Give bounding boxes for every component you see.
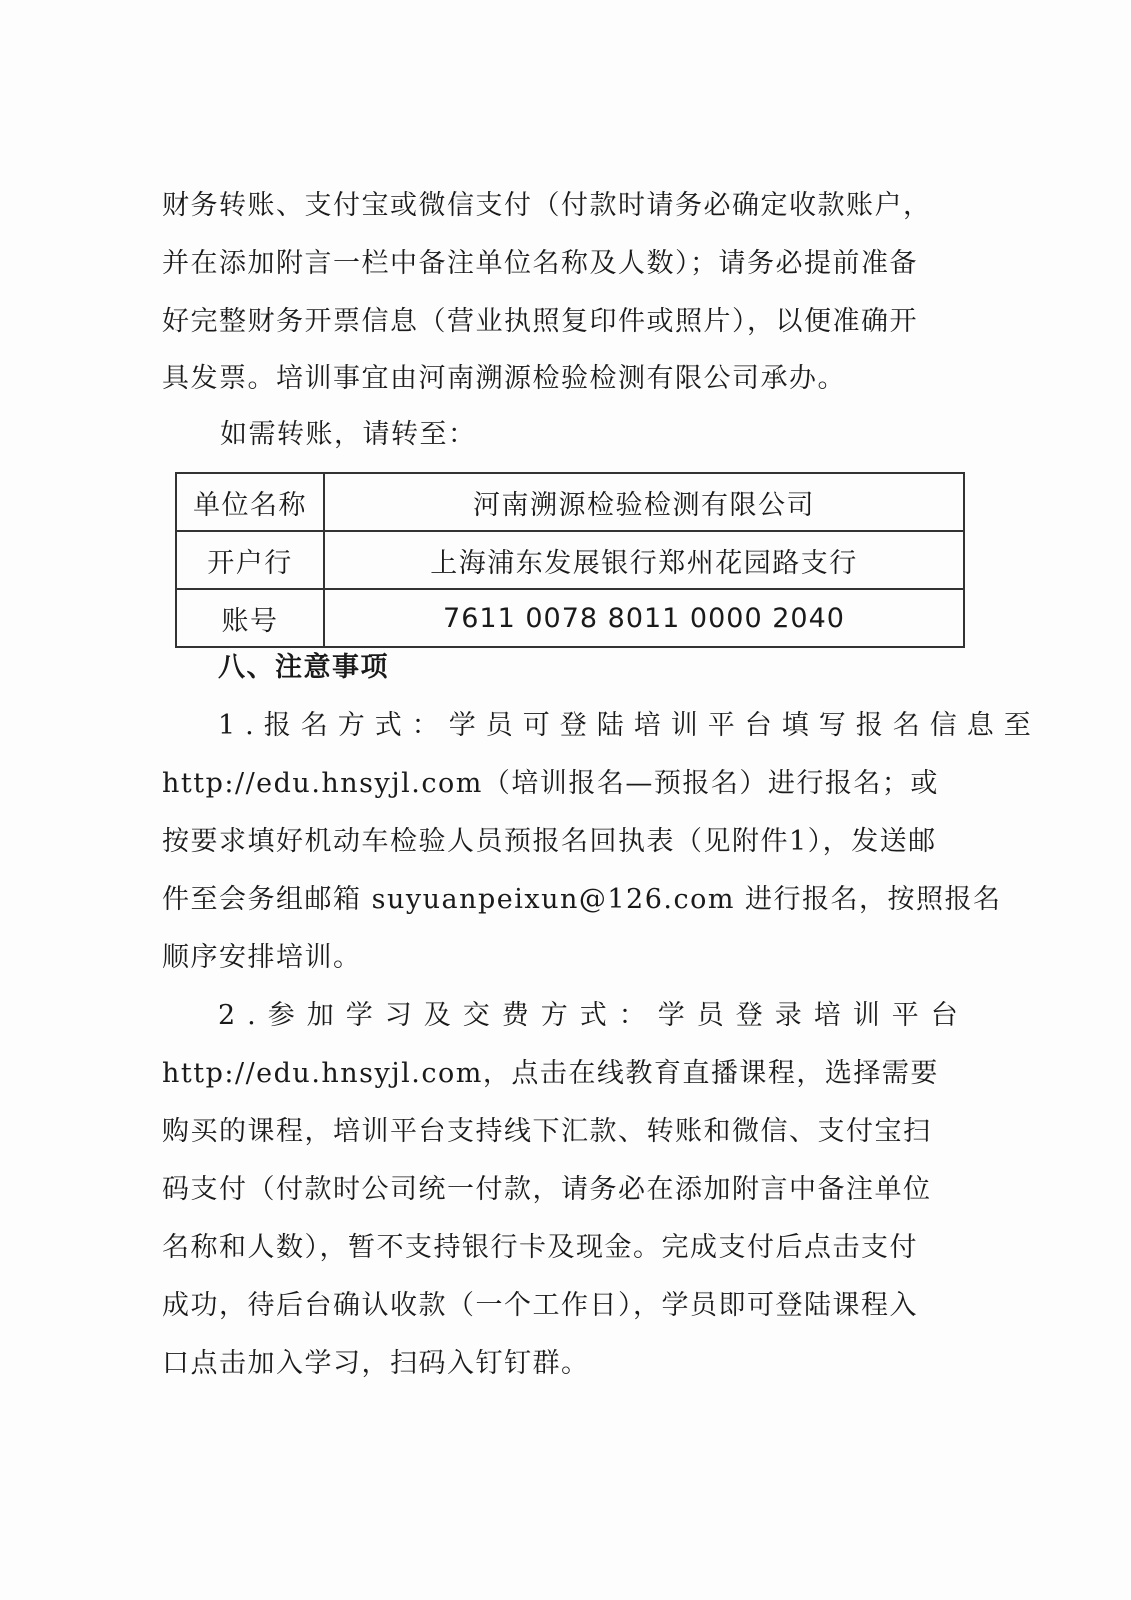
- table-label-cell: 单位名称: [176, 473, 324, 531]
- item1-line: 1.报名方式：学员可登陆培训平台填写报名信息至: [218, 710, 1041, 741]
- table-value-cell: 河南溯源检验检测有限公司: [324, 473, 964, 531]
- section-heading: 八、注意事项: [218, 652, 389, 683]
- table-value-cell: 上海浦东发展银行郑州花园路支行: [324, 531, 964, 589]
- paragraph-line: 并在添加附言一栏中备注单位名称及人数）；请务必提前准备: [162, 248, 918, 279]
- item2-line: http://edu.hnsyjl.com，点击在线教育直播课程，选择需要: [162, 1058, 939, 1089]
- account-number-cell: 7611 0078 8011 0000 2040: [324, 589, 964, 647]
- item1-line: http://edu.hnsyjl.com（培训报名—预报名）进行报名；或: [162, 768, 939, 799]
- item1-line: 按要求填好机动车检验人员预报名回执表（见附件1），发送邮: [162, 826, 937, 857]
- table-row: [176, 531, 964, 589]
- table-label-cell: 账号: [176, 589, 324, 647]
- table-row: [176, 473, 964, 531]
- item2-line: 2.参加学习及交费方式：学员登录培训平台: [218, 1000, 970, 1031]
- table-row: [176, 589, 964, 647]
- transfer-intro: 如需转账，请转至：: [220, 419, 477, 450]
- item1-line: 件至会务组邮箱 suyuanpeixun@126.com 进行报名，按照报名: [162, 884, 1002, 915]
- bank-info-table: [175, 472, 965, 648]
- item2-line: 名称和人数），暂不支持银行卡及现金。完成支付后点击支付: [162, 1232, 918, 1263]
- item2-line: 口点击加入学习，扫码入钉钉群。: [162, 1348, 590, 1379]
- paragraph-line: 好完整财务开票信息（营业执照复印件或照片），以便准确开: [162, 306, 918, 337]
- item2-line: 码支付（付款时公司统一付款，请务必在添加附言中备注单位: [162, 1174, 932, 1205]
- item2-line: 成功，待后台确认收款（一个工作日），学员即可登陆课程入: [162, 1290, 918, 1321]
- item2-line: 购买的课程，培训平台支持线下汇款、转账和微信、支付宝扫: [162, 1116, 932, 1147]
- item1-line: 顺序安排培训。: [162, 942, 362, 973]
- paragraph-line: 具发票。培训事宜由河南溯源检验检测有限公司承办。: [162, 363, 846, 394]
- paragraph-line: 财务转账、支付宝或微信支付（付款时请务必确定收款账户，: [162, 190, 932, 221]
- table-label-cell: 开户行: [176, 531, 324, 589]
